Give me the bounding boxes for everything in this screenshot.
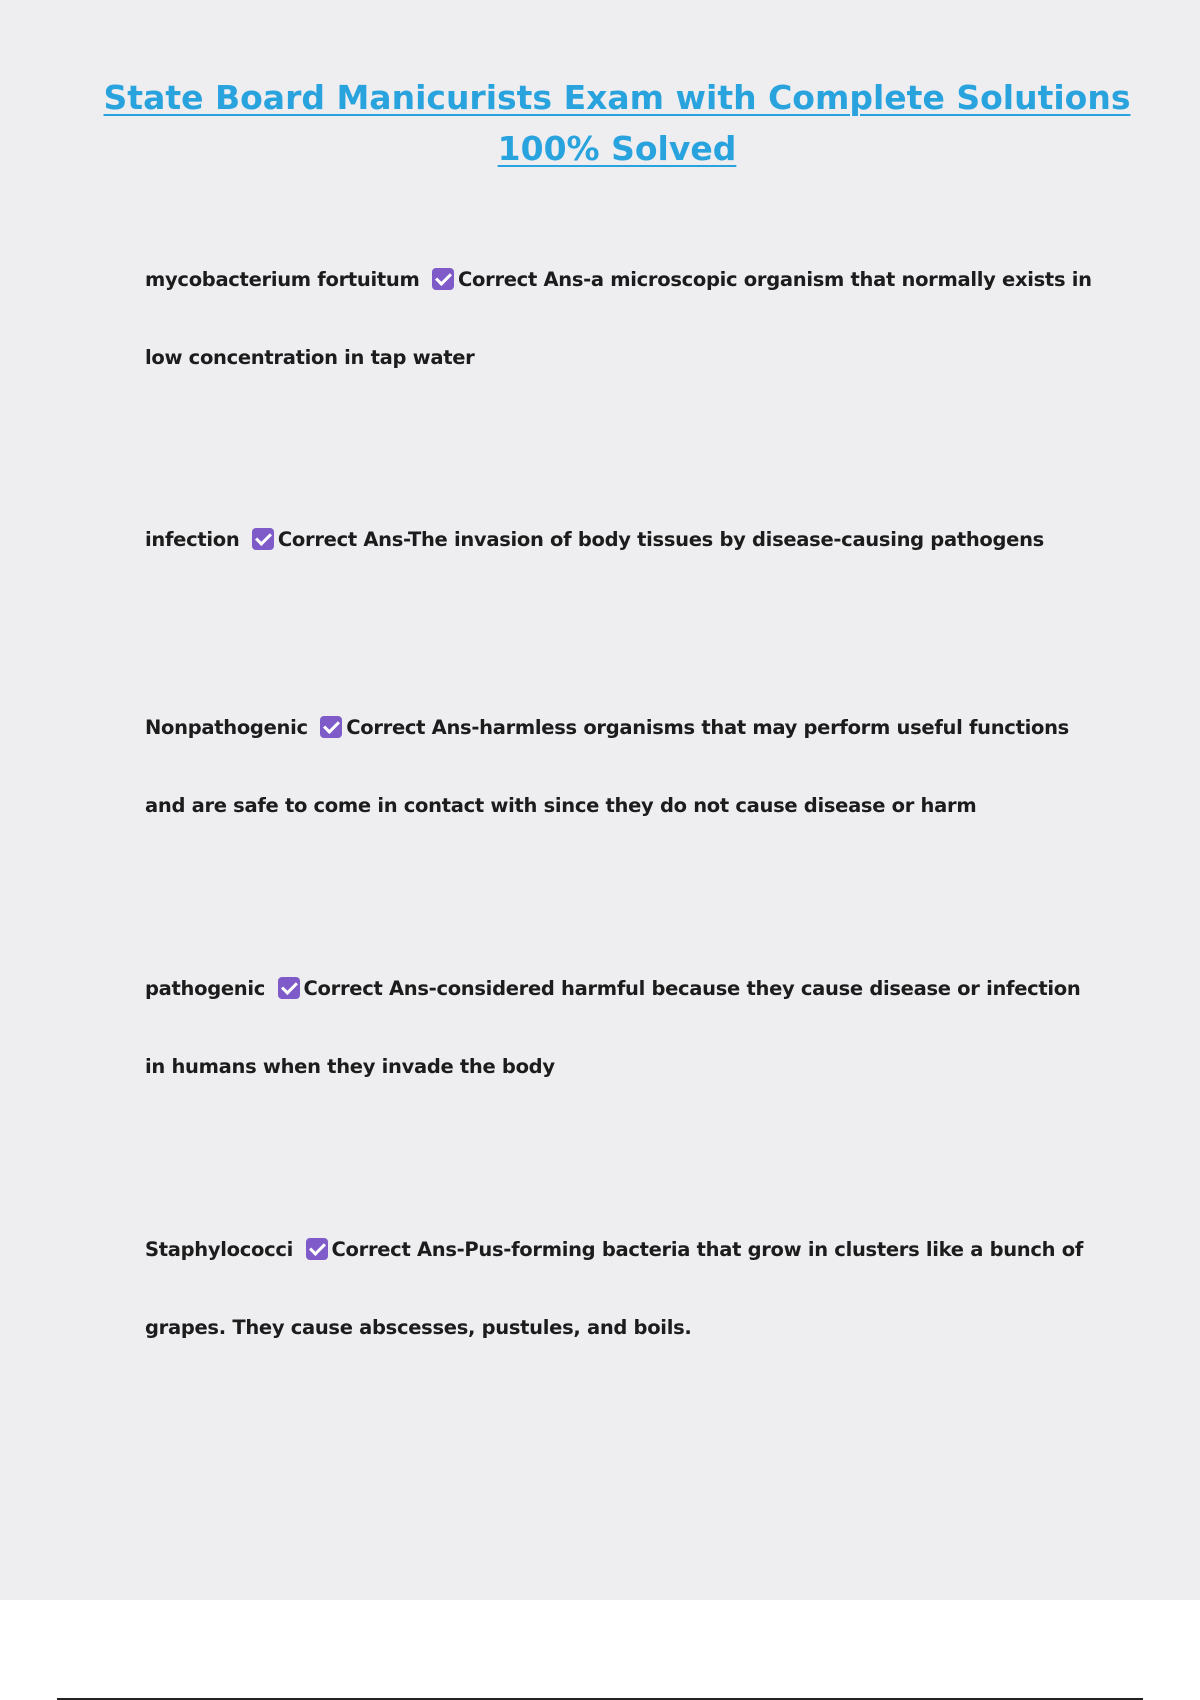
title-line-1: State Board Manicurists Exam with Complete Solutions	[103, 78, 1131, 117]
entry-term: pathogenic	[145, 977, 266, 1000]
entry-term: mycobacterium fortuitum	[145, 268, 420, 291]
qa-entry	[145, 950, 1105, 1106]
checkbox-checked-icon	[320, 716, 342, 738]
entry-term: Staphylococci	[145, 1238, 294, 1261]
title-line-2: 100% Solved	[497, 129, 737, 168]
entry-answer: Correct Ans-The invasion of body tissues by disease-causing pathogens	[277, 528, 1044, 551]
checkbox-checked-icon	[278, 977, 300, 999]
entry-term: Nonpathogenic	[145, 716, 308, 739]
qa-entry	[145, 689, 1105, 845]
document-title	[0, 72, 1200, 174]
entry-answer: Correct Ans-a microscopic organism that normally exists in low concentration in tap water	[145, 268, 1092, 369]
entry-answer: Correct Ans-considered harmful because they cause disease or infection in humans when they invade the body	[145, 977, 1081, 1078]
qa-entry	[145, 241, 1105, 397]
entry-answer: Correct Ans-harmless organisms that may perform useful functions and are safe to come in contact with since they do not cause disease or harm	[145, 716, 1069, 817]
checkbox-checked-icon	[306, 1238, 328, 1260]
qa-entry	[145, 1211, 1105, 1367]
checkbox-checked-icon	[432, 268, 454, 290]
checkbox-checked-icon	[252, 528, 274, 550]
entry-answer: Correct Ans-Pus-forming bacteria that grow in clusters like a bunch of grapes. They cause abscesses, pustules, and boils.	[145, 1238, 1084, 1339]
entry-term: infection	[145, 528, 240, 551]
qa-entry	[145, 501, 1105, 579]
